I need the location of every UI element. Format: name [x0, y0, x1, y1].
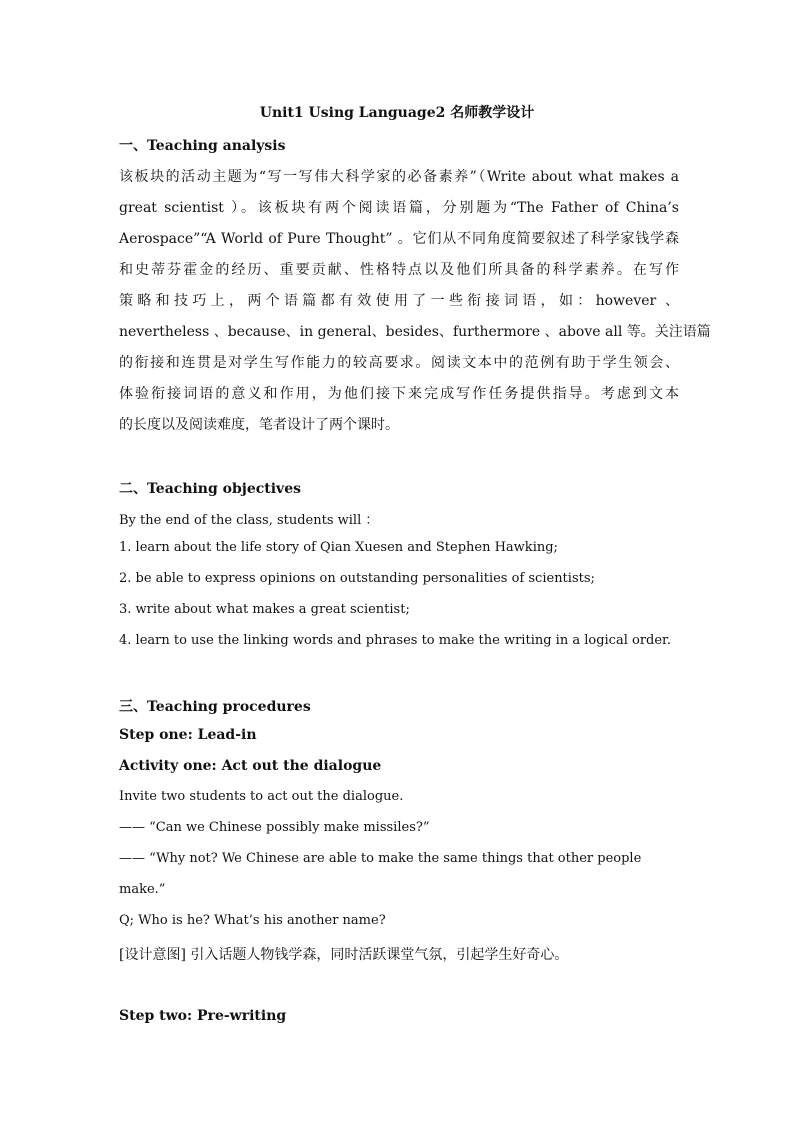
question-text: Q; Who is he? What’s his another name?	[119, 913, 386, 928]
analysis-paragraph-line: 和史蒂芬霍金的经历、重要贡献、性格特点以及他们所具备的科学素养。在写作	[119, 262, 679, 278]
instruction-text: Invite two students to act out the dialogue.	[119, 789, 404, 804]
section-heading-analysis: 一、Teaching analysis	[119, 138, 286, 154]
analysis-paragraph-line: great scientist ）。该板块有两个阅读语篇，分别题为“The Father of China’s	[119, 200, 679, 216]
step-heading: Step one: Lead-in	[119, 727, 257, 743]
objective-item: 1. learn about the life story of Qian Xuesen and Stephen Hawking;	[119, 540, 558, 555]
objectives-intro: By the end of the class, students will ：	[119, 513, 379, 528]
analysis-paragraph-line: 的衔接和连贯是对学生写作能力的较高要求。阅读文本中的范例有助于学生领会、	[119, 355, 679, 371]
document-title: Unit1 Using Language2 名师教学设计	[259, 105, 535, 121]
objective-item: 2. be able to express opinions on outstanding personalities of scientists;	[119, 571, 595, 586]
design-intent-note: [设计意图] 引入话题人物钱学森，同时活跃课堂气氛，引起学生好奇心。	[119, 947, 569, 963]
activity-heading: Activity one: Act out the dialogue	[119, 758, 382, 774]
objective-item: 3. write about what makes a great scientist;	[119, 602, 410, 617]
analysis-paragraph-line: 体验衔接词语的意义和作用，为他们接下来完成写作任务提供指导。考虑到文本	[119, 386, 679, 402]
dialogue-line: —— “Why not? We Chinese are able to make the same things that other people	[119, 851, 642, 866]
dialogue-line: make.”	[119, 882, 166, 897]
analysis-paragraph-line: 该板块的活动主题为“写一写伟大科学家的必备素养”（Write about what makes a	[119, 169, 679, 185]
analysis-paragraph-line: 策略和技巧上，两个语篇都有效使用了一些衔接词语，如：however 、	[119, 293, 679, 309]
analysis-paragraph-line: 的长度以及阅读难度，笔者设计了两个课时。	[119, 417, 399, 433]
analysis-paragraph-line: Aerospace”“A World of Pure Thought” 。它们从不同角度简要叙述了科学家钱学森	[119, 231, 679, 247]
section-heading-objectives: 二、Teaching objectives	[119, 481, 301, 497]
objective-item: 4. learn to use the linking words and phrases to make the writing in a logical order.	[119, 633, 671, 648]
step-heading: Step two: Pre-writing	[119, 1008, 287, 1024]
analysis-paragraph-line: nevertheless 、because、in general、besides、furthermore 、above all 等。关注语篇	[119, 324, 711, 340]
section-heading-procedures: 三、Teaching procedures	[119, 699, 311, 715]
dialogue-line: —— “Can we Chinese possibly make missiles?”	[119, 820, 430, 835]
